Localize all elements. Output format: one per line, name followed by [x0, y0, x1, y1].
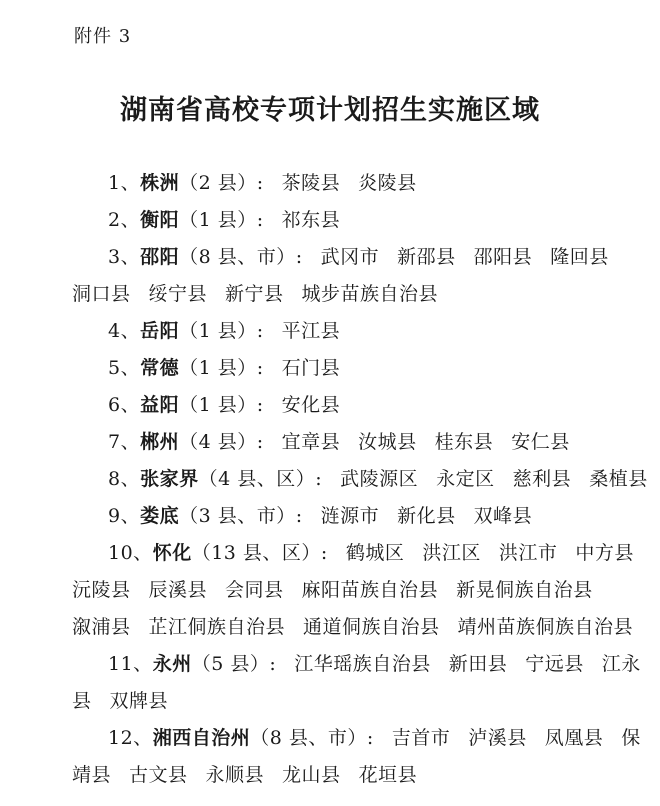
city-name: 益阳: [140, 394, 180, 416]
list-item: [108, 723, 641, 750]
area-name: 石门县: [281, 357, 341, 379]
area-name: 安化县: [281, 394, 341, 416]
area-name: 洪江区: [422, 542, 481, 564]
city-name: 邵阳: [140, 246, 180, 268]
list-item: [108, 390, 340, 417]
area-name: 双牌县: [109, 690, 169, 712]
attachment-label: 附件 3: [74, 26, 132, 47]
area-name: 宁远县: [525, 653, 584, 675]
city-name: 岳阳: [140, 320, 180, 342]
city-name: 永州: [152, 653, 192, 675]
county-count: （8 县、市）:: [250, 727, 374, 749]
area-name: 凤凰县: [544, 727, 604, 749]
area-name: 邵阳县: [473, 246, 533, 268]
list-item: [108, 464, 648, 491]
city-name: 常德: [140, 357, 180, 379]
item-number: 8、: [108, 468, 141, 490]
area-name: 新晃侗族自治县: [456, 579, 593, 601]
county-count: （5 县）:: [191, 653, 277, 675]
list-item: [108, 168, 417, 195]
area-name: 溆浦县: [72, 616, 131, 638]
item-number: 1、: [108, 172, 141, 194]
item-number: 12、: [108, 727, 153, 749]
area-name: 吉首市: [391, 727, 451, 749]
county-count: （8 县、市）:: [179, 246, 303, 268]
list-item: [108, 353, 340, 380]
item-number: 2、: [108, 209, 141, 231]
area-name: 双峰县: [473, 505, 533, 527]
area-name: 沅陵县: [72, 579, 131, 601]
county-count: （1 县）:: [179, 394, 264, 416]
list-item: [108, 501, 532, 528]
area-name: 古文县: [129, 764, 188, 786]
county-count: （1 县）:: [179, 320, 264, 342]
item-number: 5、: [108, 357, 141, 379]
area-name: 隆回县: [550, 246, 609, 268]
county-count: （1 县）:: [179, 209, 264, 231]
area-name: 会同县: [225, 579, 284, 601]
list-line: [72, 279, 438, 306]
item-number: 6、: [108, 394, 141, 416]
list-item: [108, 649, 641, 676]
county-count: （1 县）:: [179, 357, 264, 379]
area-name: 泸溪县: [468, 727, 527, 749]
list-line: [72, 612, 633, 639]
area-name: 辰溪县: [148, 579, 208, 601]
item-number: 4、: [108, 320, 141, 342]
city-name: 娄底: [140, 505, 180, 527]
list-item: [108, 316, 340, 343]
list-line: [72, 760, 417, 787]
area-name: 新化县: [397, 505, 456, 527]
area-name: 江华瑶族自治县: [294, 653, 431, 675]
county-count: （4 县、区）:: [198, 468, 323, 490]
area-name: 鹤城区: [345, 542, 405, 564]
item-number: 9、: [108, 505, 141, 527]
city-name: 张家界: [140, 468, 199, 490]
city-name: 衡阳: [140, 209, 180, 231]
list-item: [108, 242, 609, 269]
list-item: [108, 205, 340, 232]
area-name: 靖州苗族侗族自治县: [457, 616, 634, 638]
area-name: 中方县: [575, 542, 634, 564]
page-title: 湖南省高校专项计划招生实施区域: [120, 95, 540, 126]
area-name: 永顺县: [205, 764, 265, 786]
area-name: 保: [621, 727, 641, 749]
area-name: 麻阳苗族自治县: [301, 579, 439, 601]
item-number: 11、: [108, 653, 153, 675]
area-name: 汝城县: [358, 431, 417, 453]
item-number: 10、: [108, 542, 153, 564]
area-name: 永定区: [436, 468, 495, 490]
list-item: [108, 538, 634, 565]
area-name: 平江县: [281, 320, 341, 342]
area-name: 龙山县: [282, 764, 341, 786]
item-number: 3、: [108, 246, 141, 268]
area-name: 洞口县: [72, 283, 131, 305]
area-name: 祁东县: [281, 209, 341, 231]
item-number: 7、: [108, 431, 141, 453]
area-name: 安仁县: [511, 431, 570, 453]
area-name: 新田县: [448, 653, 508, 675]
area-name: 新宁县: [225, 283, 284, 305]
county-count: （3 县、市）:: [179, 505, 303, 527]
area-name: 绥宁县: [148, 283, 208, 305]
area-name: 城步苗族自治县: [301, 283, 439, 305]
area-name: 桂东县: [434, 431, 494, 453]
area-name: 通道侗族自治县: [303, 616, 440, 638]
area-name: 花垣县: [358, 764, 418, 786]
area-name: 洪江市: [498, 542, 558, 564]
area-name: 武冈市: [320, 246, 380, 268]
list-item: [108, 427, 570, 454]
city-name: 怀化: [152, 542, 192, 564]
area-name: 靖县: [72, 764, 112, 786]
list-line: [72, 686, 168, 713]
county-count: （2 县）:: [179, 172, 264, 194]
county-count: （4 县）:: [179, 431, 264, 453]
area-name: 桑植县: [589, 468, 648, 490]
area-name: 宜章县: [281, 431, 341, 453]
list-line: [72, 575, 593, 602]
area-name: 慈利县: [512, 468, 572, 490]
county-count: （13 县、区）:: [191, 542, 328, 564]
area-name: 江永: [601, 653, 641, 675]
area-name: 炎陵县: [358, 172, 417, 194]
city-name: 郴州: [140, 431, 180, 453]
area-name: 茶陵县: [281, 172, 341, 194]
area-name: 武陵源区: [340, 468, 419, 490]
area-name: 芷江侗族自治县: [148, 616, 286, 638]
area-name: 涟源市: [320, 505, 380, 527]
area-name: 县: [72, 690, 92, 712]
city-name: 株洲: [140, 172, 180, 194]
city-name: 湘西自治州: [152, 727, 251, 749]
area-name: 新邵县: [397, 246, 456, 268]
